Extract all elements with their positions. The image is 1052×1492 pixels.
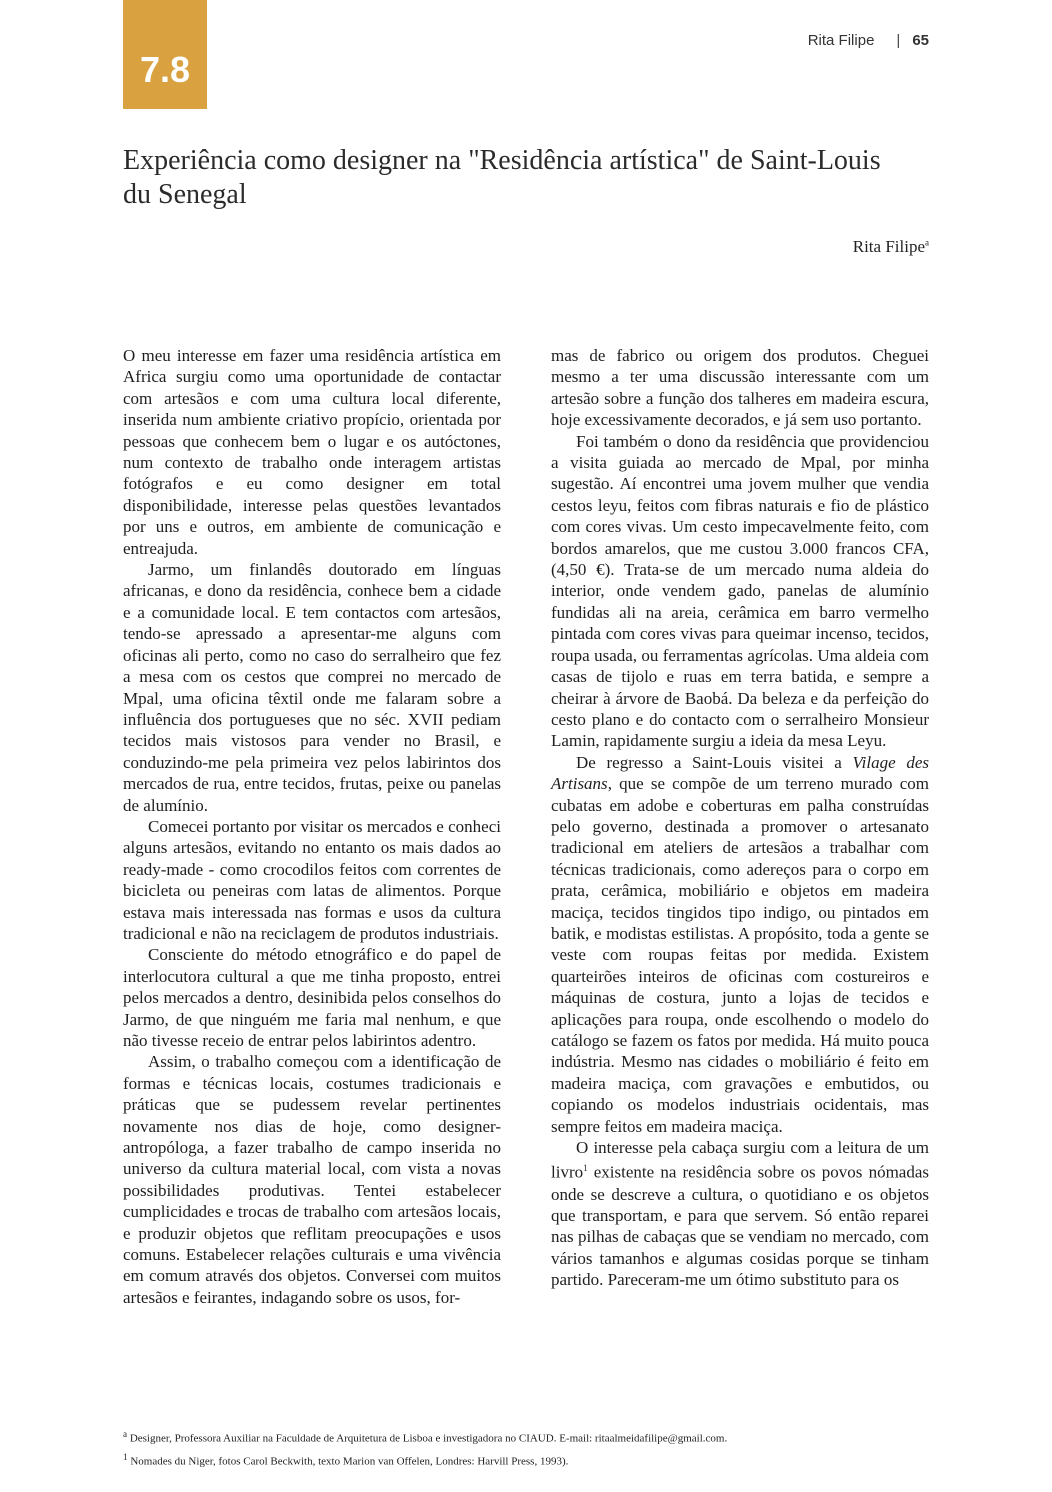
place-name: Vilage des Artisans	[551, 752, 929, 794]
article-title: Experiência como designer na "Residência artística" de Saint-Louis du Senegal	[123, 145, 881, 210]
paragraph	[551, 1137, 929, 1291]
page-number: 65	[912, 32, 929, 49]
paragraph-text: De regresso a Saint-Louis visitei a	[576, 752, 853, 772]
footnote	[123, 1448, 943, 1471]
footnotes	[123, 1425, 943, 1470]
paragraph-text: O interesse pela cabaça surgiu com a leitura de um livro	[551, 1138, 929, 1183]
paragraph: mas de fabrico ou origem dos produtos. Cheguei mesmo a ter uma discussão interessante com um artesão sobre a função dos talheres em madeira escura, hoje excessivamente decorados, e já sem uso portanto.	[551, 346, 929, 430]
paragraph: Foi também o dono da residência que providenciou a visita guiada ao mercado de Mpal, por minha sugestão. Aí encontrei uma jovem mulher que vendia cestos leyu, feitos com fibras naturais e fio de plástico com cores vivas. Um cesto impecavelmente feito, com bordos amarelos, que me custou 3.000 francos CFA, (4,50 €). Trata-se de um mercado numa aldeia do interior, onde vendem gado, panelas de alumínio fundidas ali na areia, cerâmica em barro vermelho pintada com cores vivas para queimar incenso, tecidos, roupa usada, ou ferramentas agrícolas. Uma aldeia com casas de tijolo e ruas em terra batida, e sempre a cheirar à árvore de Baobá. Da beleza e da perfeição do cesto plano e do contacto com o serralheiro Monsieur Lamin, rapidamente surgiu a ideia da mesa Leyu.	[551, 431, 929, 751]
running-head-author: Rita Filipe	[807, 32, 875, 49]
paragraph	[551, 752, 929, 1137]
chapter-number: 7.8	[139, 48, 191, 90]
paragraph: Jarmo, um finlandês doutorado em línguas africanas, e dono da residência, conhece bem a cidade e a comunidade local. E tem contactos com artesãos, tendo-se apressado a apresentar-me alguns com oficinas ali perto, como no caso do serralheiro que fez a mesa com os cestos que comprei no mercado de Mpal, uma oficina têxtil onde me falaram sobre a influência dos portugueses que no séc. XVII pediam tecidos mais vistosos para vender no Brasil, e conduzindo-me pela primeira vez pelos labirintos dos mercados de rua, entre tecidos, frutas, peixe ou panelas de alumínio.	[123, 560, 501, 815]
footnote-text: Designer, Professora Auxiliar na Faculdade de Arquitetura de Lisboa e investigadora no CIAUD. E-mail: ritaalmeidafilipe@gmail.com.	[127, 1432, 728, 1445]
paragraph-text: existente na residência sobre os povos nómadas onde se descreve a cultura, o quotidiano e os objetos que transportam, e para que servem. Só então reparei nas pilhas de cabaças que se vendiam no mercado, com vários tamanhos e algumas cosidas porque se tinham partido. Pareceram-me um ótimo substituto para os	[551, 1163, 929, 1290]
footnote-text: Nomades du Niger, fotos Carol Beckwith, texto Marion van Offelen, Londres: Harvill Press, 1993).	[127, 1455, 569, 1468]
author-name: Rita Filipe	[852, 237, 925, 256]
paragraph: Assim, o trabalho começou com a identificação de formas e técnicas locais, costumes tradicionais e práticas que se pudessem revelar pertinentes novamente nos dias de hoje, como designer-antropóloga, a fazer trabalho de campo inserida no universo da cultura material local, com vista a novas possibilidades produtivas. Tentei estabelecer cumplicidades e trocas de trabalho com artesãos locais, e produzir objetos que reflitam preocupações e usos comuns. Estabelecer relações culturais e uma vivência em comum através dos objetos. Conversei com muitos artesãos e feirantes, indagando sobre os usos, for-	[123, 1052, 501, 1307]
paragraph: O meu interesse em fazer uma residência artística em Africa surgiu como uma oportunidade de contactar com artesãos e com uma cultura local diferente, inserida num ambiente criativo propício, orientada por pessoas que conhecem bem o lugar e os autóctones, num contexto de trabalho onde interagem artistas fotógrafos e eu como designer em total disponibilidade, interesse pelas questões levantados por uns e outros, em ambiente de comunicação e entreajuda.	[123, 346, 501, 558]
running-head-separator: |	[896, 32, 901, 49]
paragraph-text: , que se compõe de um terreno murado com cubatas em adobe e coberturas em palha construídas pelo governo, destinada a promover o artesanato tradicional em ateliers de artesãos a trabalhar com técnicas tradicionais, como adereços para o corpo em prata, cerâmica, mobiliário e objetos em madeira maciça, tecidos tingidos tipo indigo, ou pintados em batik, e modistas estilistas. A propósito, toda a gente se veste com roupas feitas por medida. Existem quarteirões inteiros de oficinas com costureiros e máquinas de costura, junto a lojas de tecidos e aplicações para roupa, onde escolhendo o modelo do catálogo se fazem os fatos por medida. Há muito pouca indústria. Mesmo nas cidades o mobiliário é feito em madeira maciça, com gravações e embutidos, ou copiando os modelos industriais ocidentais, mas sempre feitos em madeira maciça.	[551, 774, 929, 1136]
footnote-mark: a	[123, 1429, 128, 1439]
chapter-number-badge	[123, 0, 207, 109]
running-head	[808, 32, 929, 49]
footnote-mark: 1	[123, 1451, 128, 1462]
right-column	[551, 345, 929, 1291]
footnote	[123, 1425, 943, 1448]
paragraph: Consciente do método etnográfico e do papel de interlocutora cultural a que me tinha proposto, entrei pelos mercados a dentro, desinibida pelos conselhos do Jarmo, de que ninguém me faria mal nenhum, e que não tivesse receio de entrar pelos labirintos adentro.	[123, 945, 501, 1050]
left-column	[123, 345, 501, 1308]
footnote-reference: 1	[583, 1163, 588, 1174]
author-footnote-mark: a	[925, 237, 929, 248]
article-author	[853, 237, 929, 257]
paragraph: Comecei portanto por visitar os mercados e conheci alguns artesãos, evitando no entanto os mais dados ao ready-made - como crocodilos feitos com correntes de bicicleta ou peneiras com latas de alimentos. Porque estava mais interessada nas formas e usos da cultura tradicional e não na reciclagem de produtos industriais.	[123, 816, 501, 943]
